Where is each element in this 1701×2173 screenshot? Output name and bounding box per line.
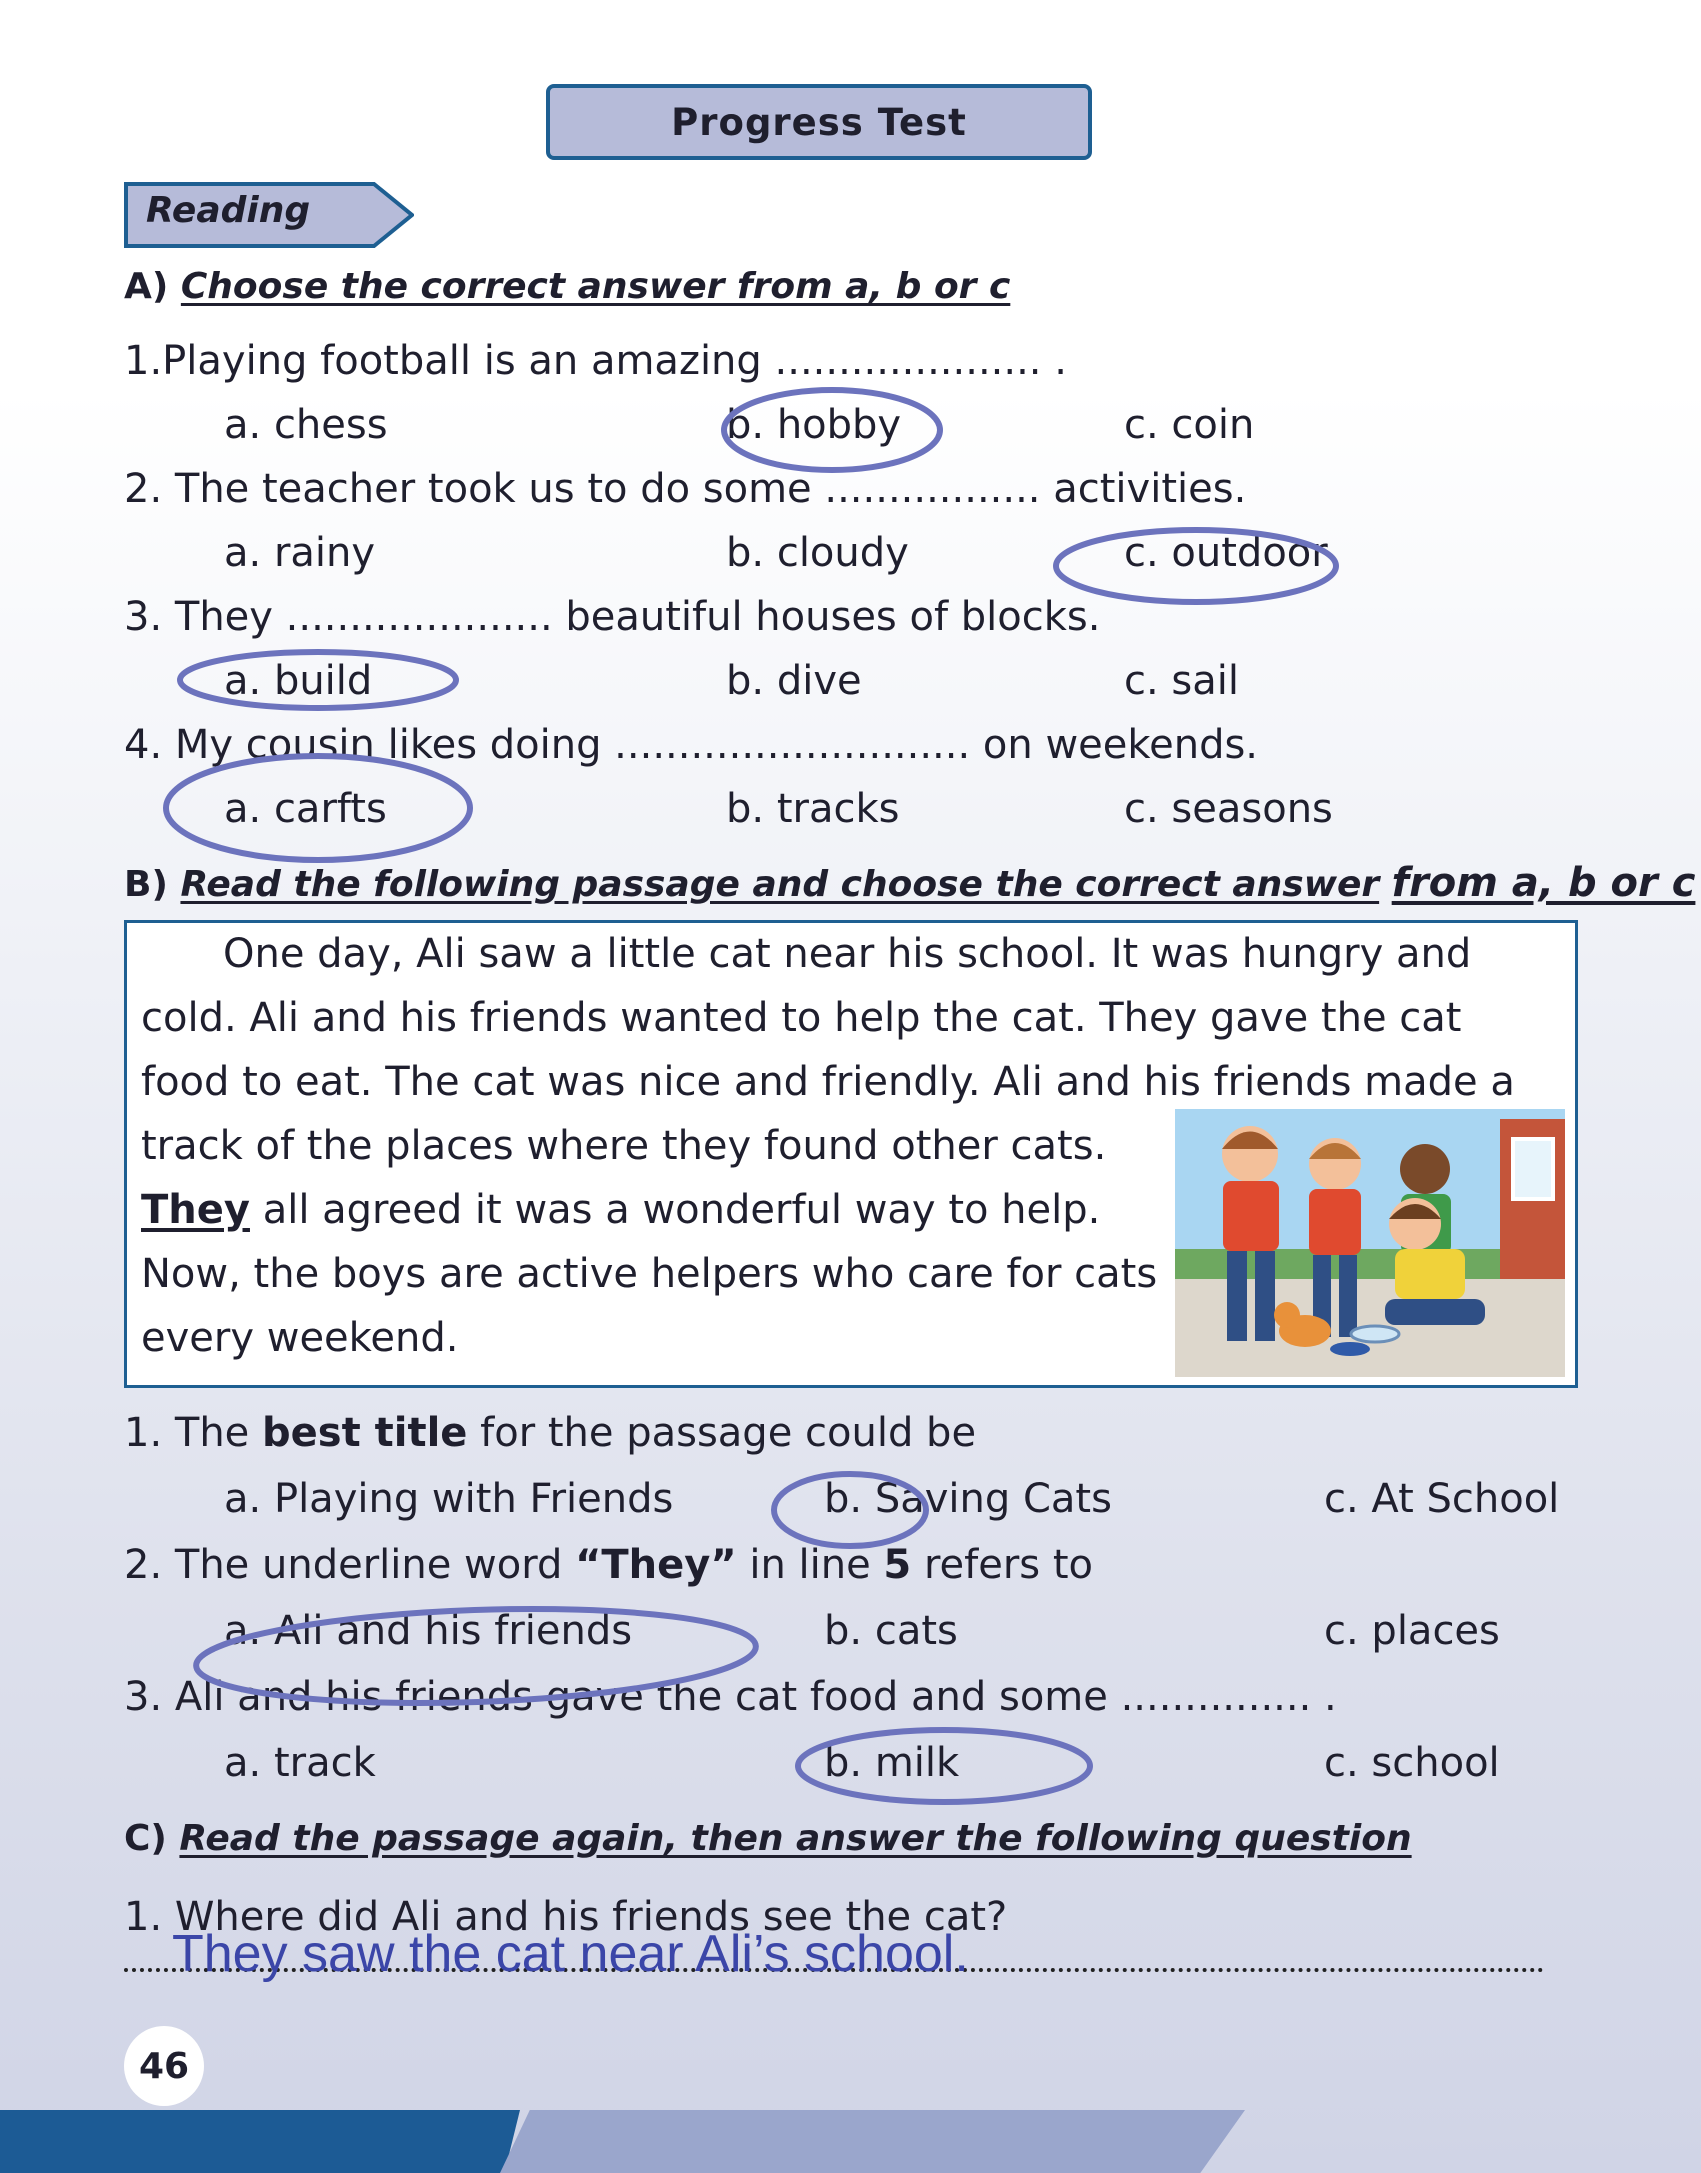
passage-line-4: track of the places where they found other cats. <box>141 1123 1107 1169</box>
option-b1-b[interactable]: b. Saving Cats <box>824 1476 1112 1522</box>
question-b2-pre: 2. The underline word <box>124 1542 576 1588</box>
option-b2-a[interactable]: a. Ali and his friends <box>224 1608 633 1654</box>
option-b3-a[interactable]: a. track <box>224 1740 376 1786</box>
section-b-instruction: Read the following passage and choose the correct answer <box>180 864 1380 905</box>
passage-line-7: every weekend. <box>141 1315 459 1361</box>
option-b1-c[interactable]: c. At School <box>1324 1476 1560 1522</box>
page-title: Progress Test <box>546 84 1092 160</box>
passage-line-1: One day, Ali saw a little cat near his school. It was hungry and <box>223 931 1472 977</box>
option-a4-a[interactable]: a. carfts <box>224 786 387 832</box>
section-b-heading <box>124 860 1695 906</box>
handwritten-answer[interactable]: They saw the cat near Ali’s school. <box>172 1925 969 1983</box>
question-b1 <box>124 1410 976 1456</box>
option-b2-b[interactable]: b. cats <box>824 1608 958 1654</box>
question-b2 <box>124 1542 1093 1588</box>
option-a2-b[interactable]: b. cloudy <box>726 530 909 576</box>
option-b3-b[interactable]: b. milk <box>824 1740 960 1786</box>
question-c1: 1. Where did Ali and his friends see the cat? <box>124 1894 1008 1940</box>
option-a1-c[interactable]: c. coin <box>1124 402 1255 448</box>
question-b3: 3. Ali and his friends gave the cat food and some ............... . <box>124 1674 1337 1720</box>
option-a1-b[interactable]: b. hobby <box>726 402 902 448</box>
question-a1: 1.Playing football is an amazing ..................... . <box>124 338 1067 384</box>
underlined-word: They <box>141 1187 250 1233</box>
boys-feeding-cat-illustration <box>1175 1109 1565 1377</box>
option-a4-b[interactable]: b. tracks <box>726 786 900 832</box>
reading-passage <box>124 920 1578 1388</box>
question-a4: 4. My cousin likes doing ............................ on weekends. <box>124 722 1259 768</box>
section-c-instruction: Read the passage again, then answer the following question <box>179 1818 1412 1859</box>
option-b1-a[interactable]: a. Playing with Friends <box>224 1476 674 1522</box>
section-b-letter: B) <box>124 864 168 905</box>
section-tag <box>124 182 414 248</box>
section-c-heading <box>124 1818 1412 1859</box>
passage-line-3: food to eat. The cat was nice and friendly. Ali and his friends made a <box>141 1059 1515 1105</box>
option-a4-c[interactable]: c. seasons <box>1124 786 1333 832</box>
question-b1-post: for the passage could be <box>467 1410 977 1456</box>
section-a-letter: A) <box>124 266 169 307</box>
section-a-instruction: Choose the correct answer from a, b or c <box>180 266 1011 307</box>
option-a3-a[interactable]: a. build <box>224 658 373 704</box>
footer-bar-light <box>500 2110 1245 2173</box>
question-b2-bold2: 5 <box>883 1542 912 1588</box>
question-b2-bold: “They” <box>575 1542 737 1588</box>
option-a2-c[interactable]: c. outdoor <box>1124 530 1328 576</box>
question-b1-pre: 1. The <box>124 1410 262 1456</box>
option-b3-c[interactable]: c. school <box>1324 1740 1500 1786</box>
section-a-heading <box>124 266 1010 307</box>
question-b2-post: refers to <box>911 1542 1094 1588</box>
question-b2-mid: in line <box>736 1542 884 1588</box>
page-number: 46 <box>124 2026 204 2106</box>
option-b2-c[interactable]: c. places <box>1324 1608 1500 1654</box>
passage-line-5 <box>141 1187 1100 1233</box>
footer-bar-dark <box>0 2110 520 2173</box>
passage-line-2: cold. Ali and his friends wanted to help the cat. They gave the cat <box>141 995 1462 1041</box>
section-c-letter: C) <box>124 1818 167 1859</box>
section-b-instruction-tail: from a, b or c <box>1391 860 1696 906</box>
option-a1-a[interactable]: a. chess <box>224 402 388 448</box>
passage-line-5-text: all agreed it was a wonderful way to help. <box>262 1187 1101 1233</box>
option-a2-a[interactable]: a. rainy <box>224 530 376 576</box>
section-tag-label: Reading <box>146 190 311 231</box>
question-a3: 3. They ..................... beautiful houses of blocks. <box>124 594 1101 640</box>
option-a3-c[interactable]: c. sail <box>1124 658 1239 704</box>
option-a3-b[interactable]: b. dive <box>726 658 862 704</box>
question-b1-bold: best title <box>262 1410 468 1456</box>
passage-line-6: Now, the boys are active helpers who care for cats <box>141 1251 1158 1297</box>
question-a2: 2. The teacher took us to do some ................. activities. <box>124 466 1247 512</box>
